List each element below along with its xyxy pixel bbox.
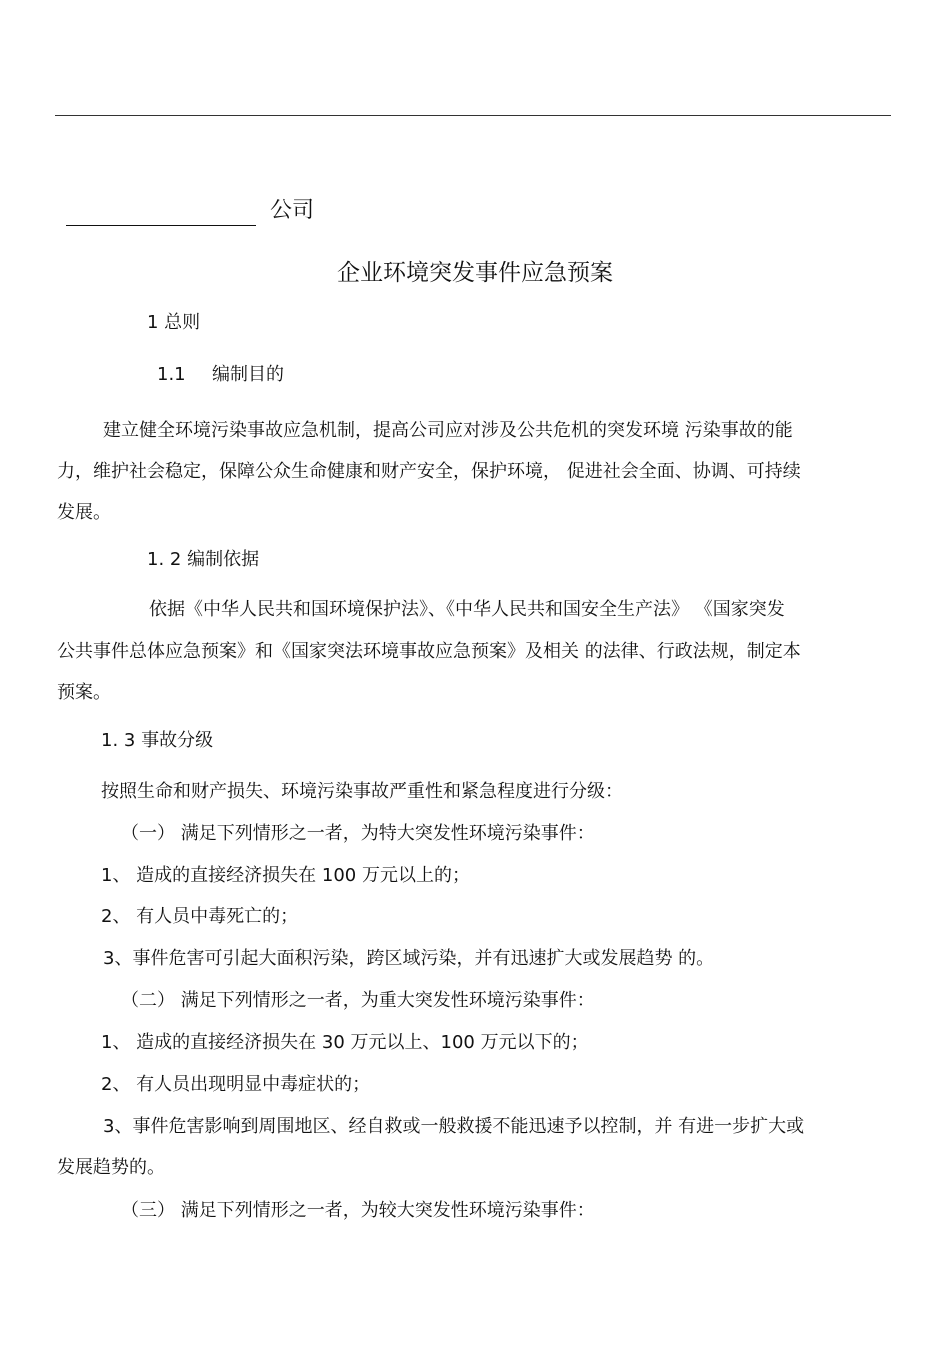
section-heading-1-1-number: 1.1: [157, 364, 186, 385]
paragraph-1-line-2: 力，维护社会稳定，保障公众生命健康和财产安全，保护环境， 促进社会全面、协调、可持续: [57, 461, 801, 482]
grade-2-item-1: 1、 造成的直接经济损失在 30 万元以上、100 万元以下的；: [101, 1032, 589, 1053]
company-name-blank: [66, 203, 256, 226]
section-heading-1: 1 总则: [147, 312, 201, 333]
section-heading-1-3: 1. 3 事故分级: [101, 730, 214, 751]
grade-2-item-2: 2、 有人员出现明显中毒症状的；: [101, 1074, 371, 1095]
paragraph-2-line-3: 预案。: [57, 682, 111, 703]
grade-3-title: （三） 满足下列情形之一者，为较大突发性环境污染事件：: [121, 1200, 595, 1221]
header-rule: [55, 115, 891, 116]
grade-1-item-2: 2、 有人员中毒死亡的；: [101, 906, 299, 927]
paragraph-2-line-1: 依据《中华人民共和国环境保护法》、《中华人民共和国安全生产法》 《国家突发: [149, 599, 785, 620]
paragraph-2-line-2: 公共事件总体应急预案》和《国家突法环境事故应急预案》及相关 的法律、行政法规，制定本: [57, 641, 801, 662]
section-heading-1-1-text: 编制目的: [212, 364, 284, 385]
grade-2-title: （二） 满足下列情形之一者，为重大突发性环境污染事件：: [121, 990, 595, 1011]
paragraph-1-line-1: 建立健全环境污染事故应急机制，提高公司应对涉及公共危机的突发环境 污染事故的能: [103, 420, 793, 441]
grade-1-title: （一） 满足下列情形之一者，为特大突发性环境污染事件：: [121, 823, 595, 844]
grade-1-item-1: 1、 造成的直接经济损失在 100 万元以上的；: [101, 865, 470, 886]
section-heading-1-2: 1. 2 编制依据: [147, 549, 260, 570]
grade-1-item-3: 3、事件危害可引起大面积污染，跨区域污染，并有迅速扩大或发展趋势 的。: [103, 948, 715, 969]
company-name-line: [66, 196, 314, 226]
paragraph-3: 按照生命和财产损失、环境污染事故严重性和紧急程度进行分级：: [101, 781, 623, 802]
paragraph-1-line-3: 发展。: [57, 502, 111, 523]
grade-2-item-3-line-2: 发展趋势的。: [57, 1157, 165, 1178]
document-title: 企业环境突发事件应急预案: [337, 260, 613, 286]
grade-2-item-3-line-1: 3、事件危害影响到周围地区、经自救或一般救援不能迅速予以控制，并 有进一步扩大或: [103, 1116, 805, 1137]
company-suffix: 公司: [270, 198, 315, 223]
